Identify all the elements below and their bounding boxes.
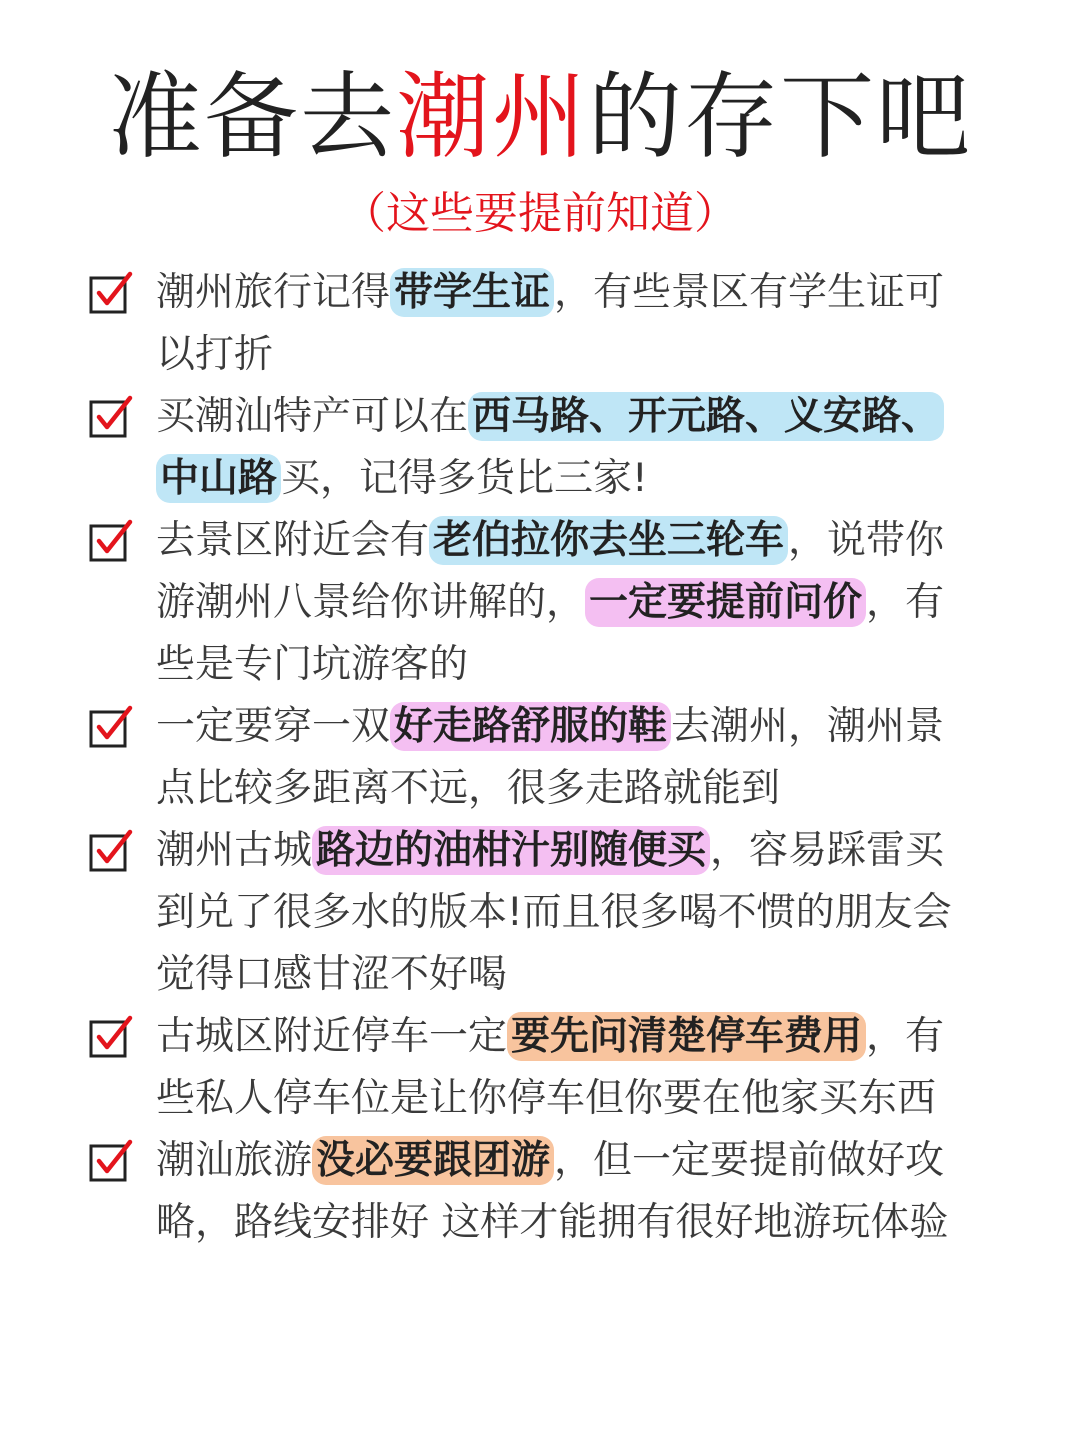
list-item — [0, 1130, 1080, 1254]
list-item — [0, 1006, 1080, 1130]
checked-checkbox-icon — [88, 270, 134, 316]
item-text: ，但一定要提前做好攻略，路线安排好 这样才能拥有很好地游玩体验 — [156, 1138, 949, 1245]
item-highlight: 路边的油柑汁别随便买 — [312, 826, 710, 875]
title-accent: 潮州 — [395, 63, 588, 172]
title-suffix: 的存下吧 — [588, 63, 973, 172]
item-text: 买，记得多货比三家! — [281, 456, 648, 501]
item-highlight: 没必要跟团游 — [312, 1136, 554, 1185]
item-highlight: 要先问清楚停车费用 — [507, 1012, 866, 1061]
list-item — [0, 696, 1080, 820]
item-text: ，有些是专门坑游客的 — [156, 580, 945, 687]
item-text: ，有些景区有学生证可以打折 — [156, 270, 945, 377]
item-text: 潮州旅行记得 — [156, 270, 391, 315]
item-highlight: 老伯拉你去坐三轮车 — [429, 516, 788, 565]
checked-checkbox-icon — [88, 704, 134, 750]
item-text: 买潮汕特产可以在 — [156, 394, 469, 439]
checked-checkbox-icon — [88, 518, 134, 564]
item-text: 去景区附近会有 — [156, 518, 430, 563]
item-highlight: 西马路、开元路、义安路、中山路 — [156, 392, 944, 503]
checked-checkbox-icon — [88, 1014, 134, 1060]
title-prefix: 准备去 — [107, 63, 396, 172]
checked-checkbox-icon — [88, 1138, 134, 1184]
list-item — [0, 262, 1080, 386]
list-item — [0, 820, 1080, 1006]
checked-checkbox-icon — [88, 828, 134, 874]
item-text: 去潮州，潮州景点比较多距离不远，很多走路就能到 — [156, 704, 945, 811]
page-subtitle: （这些要提前知道） — [342, 188, 738, 239]
item-highlight: 一定要提前问价 — [585, 578, 866, 627]
list-item — [0, 510, 1080, 696]
item-text: 潮州古城 — [156, 828, 313, 873]
item-text: 古城区附近停车一定 — [156, 1014, 508, 1059]
list-item — [0, 386, 1080, 510]
checked-checkbox-icon — [88, 394, 134, 440]
page-title — [0, 58, 1080, 178]
item-highlight: 带学生证 — [390, 268, 554, 317]
item-text: 一定要穿一双 — [156, 704, 391, 749]
item-text: 潮汕旅游 — [156, 1138, 313, 1183]
item-highlight: 好走路舒服的鞋 — [390, 702, 671, 751]
item-text: ，说带你游潮州八景给你讲解的， — [156, 518, 945, 625]
tips-list — [0, 262, 1080, 1254]
item-text: ，有些私人停车位是让你停车但你要在他家买东西 — [156, 1014, 945, 1121]
item-text: ，容易踩雷买到兑了很多水的版本!而且很多喝不惯的朋友会觉得口感甘涩不好喝 — [156, 828, 952, 997]
